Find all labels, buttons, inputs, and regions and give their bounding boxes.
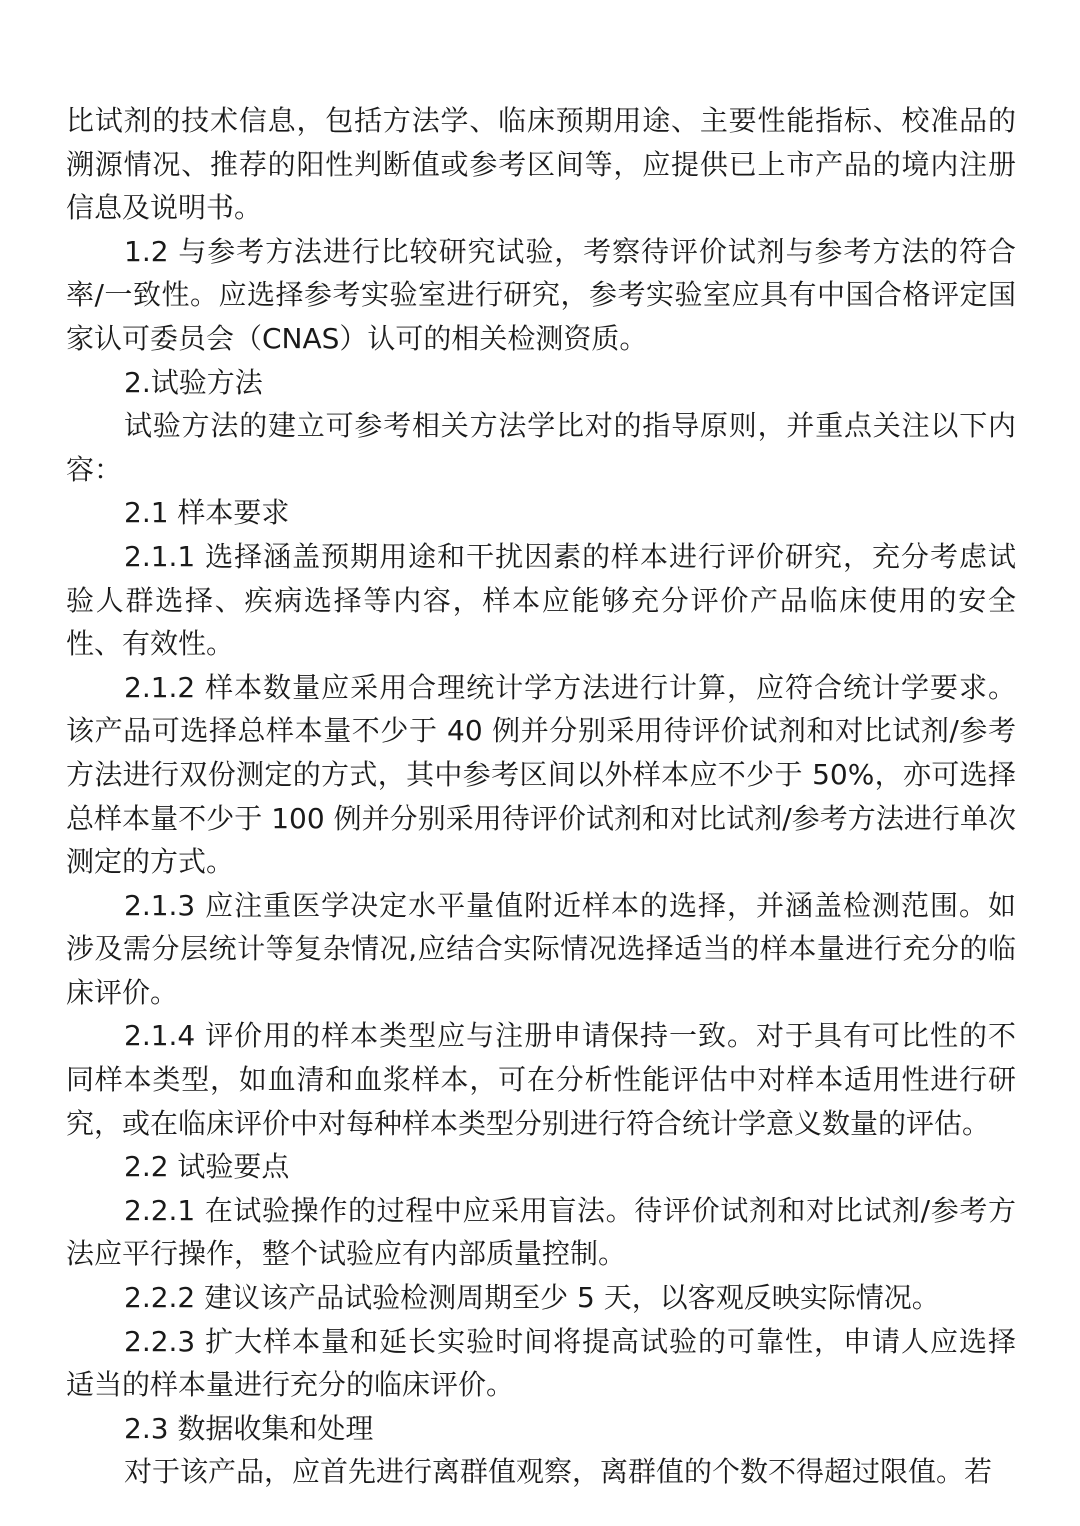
paragraph-2-2-2: 2.2.2 建议该产品试验检测周期至少 5 天，以客观反映实际情况。	[124, 1281, 940, 1315]
paragraph-comparison-reagent-info: 比试剂的技术信息，包括方法学、临床预期用途、主要性能指标、校准品的溯源情况、推荐的阳性判断值或参考区间等，应提供已上市产品的境内注册信息及说明书。	[66, 104, 1016, 225]
paragraph-2-3-outliers: 对于该产品，应首先进行离群值观察，离群值的个数不得超过限值。若	[124, 1455, 993, 1489]
heading-2-1-sample-requirements: 2.1 样本要求	[124, 496, 290, 530]
heading-2-2-test-points: 2.2 试验要点	[124, 1150, 290, 1184]
paragraph-2-1-2: 2.1.2 样本数量应采用合理统计学方法进行计算，应符合统计学要求。该产品可选择总样本量不少于 40 例并分别采用待评价试剂和对比试剂/参考方法进行双份测定的方式，其中参考区间以外样本应不少于 50%，亦可选择总样本量不少于 100 例并分别采用待评价试剂和对比试剂/参考方法进行单次测定的方式。	[66, 670, 1016, 879]
paragraph-2-1-3: 2.1.3 应注重医学决定水平量值附近样本的选择，并涵盖检测范围。如涉及需分层统计等复杂情况,应结合实际情况选择适当的样本量进行充分的临床评价。	[66, 888, 1016, 1009]
document-body	[66, 99, 1016, 1494]
paragraph-2-2-1: 2.2.1 在试验操作的过程中应采用盲法。待评价试剂和对比试剂/参考方法应平行操作，整个试验应有内部质量控制。	[66, 1193, 1016, 1271]
heading-2-test-method: 2.试验方法	[124, 365, 263, 399]
paragraph-test-method-intro: 试验方法的建立可参考相关方法学比对的指导原则，并重点关注以下内容：	[66, 409, 1016, 486]
paragraph-2-1-1: 2.1.1 选择涵盖预期用途和干扰因素的样本进行评价研究，充分考虑试验人群选择、疾病选择等内容，样本应能够充分评价产品临床使用的安全性、有效性。	[66, 539, 1016, 661]
heading-2-3-data-collection: 2.3 数据收集和处理	[124, 1411, 374, 1445]
paragraph-2-2-3: 2.2.3 扩大样本量和延长实验时间将提高试验的可靠性，申请人应选择适当的样本量进行充分的临床评价。	[66, 1324, 1016, 1402]
paragraph-2-1-4: 2.1.4 评价用的样本类型应与注册申请保持一致。对于具有可比性的不同样本类型，如血清和血浆样本，可在分析性能评估中对样本适用性进行研究，或在临床评价中对每种样本类型分别进行符合统计学意义数量的评估。	[66, 1019, 1016, 1140]
paragraph-1-2-reference-method: 1.2 与参考方法进行比较研究试验，考察待评价试剂与参考方法的符合率/一致性。应选择参考实验室进行研究，参考实验室应具有中国合格评定国家认可委员会（CNAS）认可的相关检测资质。	[66, 234, 1016, 355]
